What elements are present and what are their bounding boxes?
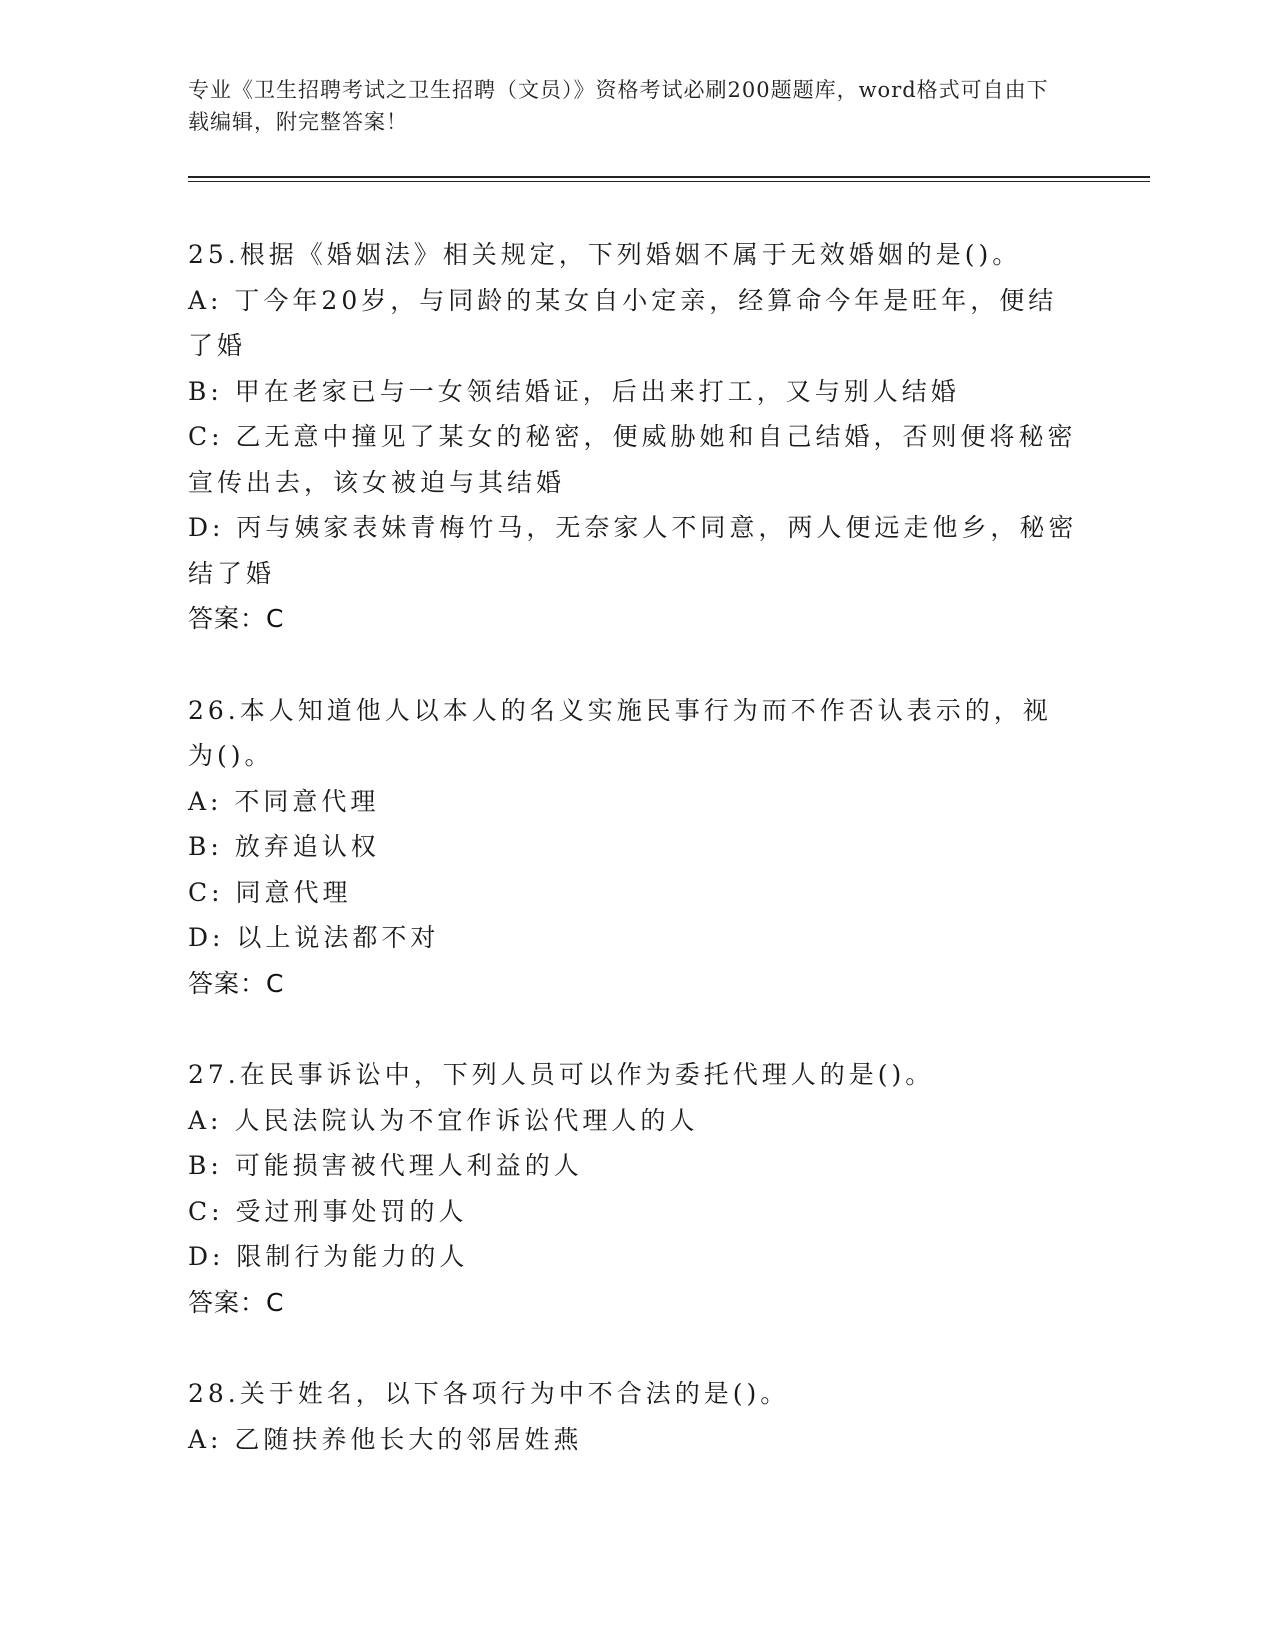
question-stem: 25.根据《婚姻法》相关规定，下列婚姻不属于无效婚姻的是()。 (188, 240, 1022, 269)
option-c: C: 受过刑事处罚的人 (188, 1196, 468, 1226)
option-a: A: 不同意代理 (188, 786, 380, 816)
option-a: A: 人民法院认为不宜作诉讼代理人的人 (188, 1105, 699, 1135)
option-c: C: 同意代理 (188, 877, 352, 907)
option-b: B: 可能损害被代理人利益的人 (188, 1151, 583, 1180)
question-28 (188, 1371, 1078, 1462)
question-25 (188, 232, 1078, 642)
option-c: C: 乙无意中撞见了某女的秘密，便威胁她和自己结婚，否则便将秘密宣传出去，该女被迫与其结婚 (188, 422, 1077, 497)
answer-label: 答案：C (188, 1287, 285, 1317)
question-stem: 26.本人知道他人以本人的名义实施民事行为而不作否认表示的，视为()。 (188, 695, 1052, 770)
header-rule-bottom (188, 181, 1150, 182)
answer-label: 答案：C (188, 968, 285, 998)
question-stem: 27.在民事诉讼中，下列人员可以作为委托代理人的是()。 (188, 1060, 935, 1089)
option-b: B: 放弃追认权 (188, 832, 380, 861)
header-rule-top (188, 176, 1150, 178)
option-d: D: 以上说法都不对 (188, 923, 440, 952)
document-header: 专业《卫生招聘考试之卫生招聘（文员）》资格考试必刷200题题库，word格式可自由下载编辑，附完整答案！ (188, 78, 1049, 134)
option-d: D: 丙与姨家表妹青梅竹马，无奈家人不同意，两人便远走他乡，秘密结了婚 (188, 513, 1078, 588)
answer-label: 答案：C (188, 604, 285, 633)
question-27 (188, 1052, 1078, 1325)
question-26 (188, 688, 1078, 1007)
question-list (188, 232, 1078, 1508)
option-d: D: 限制行为能力的人 (188, 1242, 469, 1271)
option-a: A: 丁今年20岁，与同龄的某女自小定亲，经算命今年是旺年，便结了婚 (188, 285, 1058, 360)
question-stem: 28.关于姓名，以下各项行为中不合法的是()。 (188, 1379, 790, 1408)
option-a: A: 乙随扶养他长大的邻居姓燕 (188, 1424, 583, 1454)
option-b: B: 甲在老家已与一女领结婚证，后出来打工，又与别人结婚 (188, 376, 960, 406)
